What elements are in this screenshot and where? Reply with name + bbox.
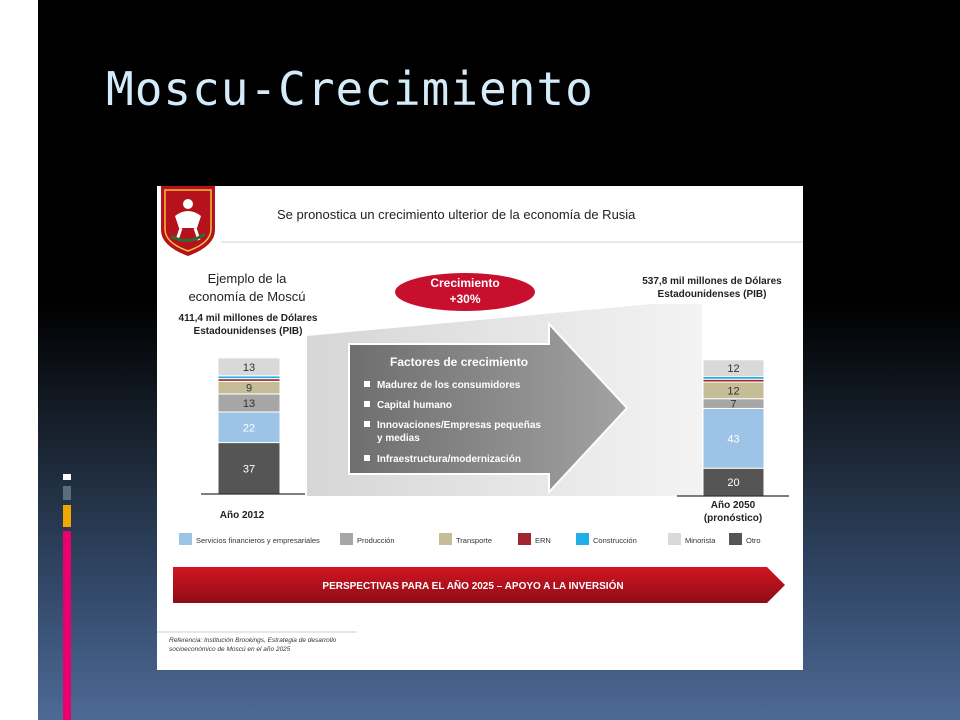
legend-label: Minorista [685,536,716,545]
bullet-square-icon [364,421,370,427]
legend-swatch [729,533,742,545]
legend-item [179,533,320,545]
growth-factor-item [364,400,452,411]
bar-data-label: 22 [242,422,256,435]
legend-swatch [340,533,353,545]
legend-swatch [179,533,192,545]
accent-bar-gold [63,505,71,527]
bar-data-label: 13 [242,397,256,410]
bar-data-label: 12 [727,385,740,398]
text-line: 537,8 mil millones de Dólares [642,276,782,287]
slide-left-margin [0,0,38,720]
text-line: Estadounidenses (PIB) [193,326,303,337]
legend-label: Producción [357,536,395,545]
moscow-coat-of-arms-icon [161,186,215,256]
bullet-square-icon [364,455,370,461]
bar-data-label: 20 [727,477,740,490]
legend-swatch [668,533,681,545]
text-line: Ejemplo de la [207,271,287,286]
right-year-label [704,500,762,524]
text-line: Referencia: Institución Brookings, Estrategia de desarrollo [169,637,337,644]
text-line: Capital humano [377,400,453,411]
text-line: (pronóstico) [703,513,763,524]
growth-factors-title: Factores de crecimiento [390,355,529,369]
slide-title: Moscu-Crecimiento [106,62,594,116]
text-line: Año 2050 [710,500,756,511]
legend-item [518,533,551,545]
accent-bar-white [63,474,71,480]
moscow-growth-infographic [157,186,803,670]
left-year-label [220,510,265,521]
legend-item [729,533,761,545]
infographic-headline: Se pronostica un crecimiento ulterior de la economía de Rusia [277,207,636,222]
chart-legend [179,533,761,545]
bullet-square-icon [364,401,370,407]
legend-label: ERN [535,536,551,545]
growth-factor-text [377,454,521,465]
text-line: Madurez de los consumidores [377,380,521,391]
left-chart-caption [188,271,305,304]
text-line: Crecimiento [430,276,500,290]
text-line: Innovaciones/Empresas pequeñas [377,420,541,431]
reference-note [169,637,337,653]
legend-swatch [576,533,589,545]
bar-data-label: 37 [242,463,256,476]
growth-factor-item [364,454,521,465]
stacked-bar [201,358,305,494]
text-line: socioeconómico de Moscú en el año 2025 [169,646,291,653]
legend-swatch [439,533,452,545]
growth-factor-item [364,380,521,391]
bar-data-label: 13 [242,361,256,374]
bullet-square-icon [364,381,370,387]
accent-bar-slate [63,486,71,500]
text-line: y medias [377,433,420,444]
right-chart-total [642,276,782,300]
bar-data-label: 43 [727,433,740,446]
text-line: Estadounidenses (PIB) [657,289,767,300]
text-line: Año 2012 [219,510,265,521]
text-line: 411,4 mil millones de Dólares [178,313,318,324]
legend-item [668,533,716,545]
legend-label: Construcción [593,536,637,545]
accent-bar-magenta [63,531,71,720]
left-chart-total [179,313,318,337]
legend-item [439,533,492,545]
investment-banner-text: PERSPECTIVAS PARA EL AÑO 2025 – APOYO A LA INVERSIÓN [322,581,624,592]
infographic-canvas [157,186,803,670]
text-line: +30% [449,292,481,306]
legend-item [340,533,395,545]
legend-label: Transporte [456,536,492,545]
growth-factor-text [377,380,521,391]
text-line: Infraestructura/modernización [377,454,521,465]
legend-swatch [518,533,531,545]
bar-data-label: 7 [730,398,737,411]
legend-label: Servicios financieros y empresariales [196,536,320,545]
text-line: economía de Moscú [188,289,306,304]
bar-data-label: 12 [727,363,740,376]
legend-item [576,533,637,545]
growth-factor-text [377,400,452,411]
bar-data-label: 9 [245,382,253,395]
legend-label: Otro [746,536,761,545]
